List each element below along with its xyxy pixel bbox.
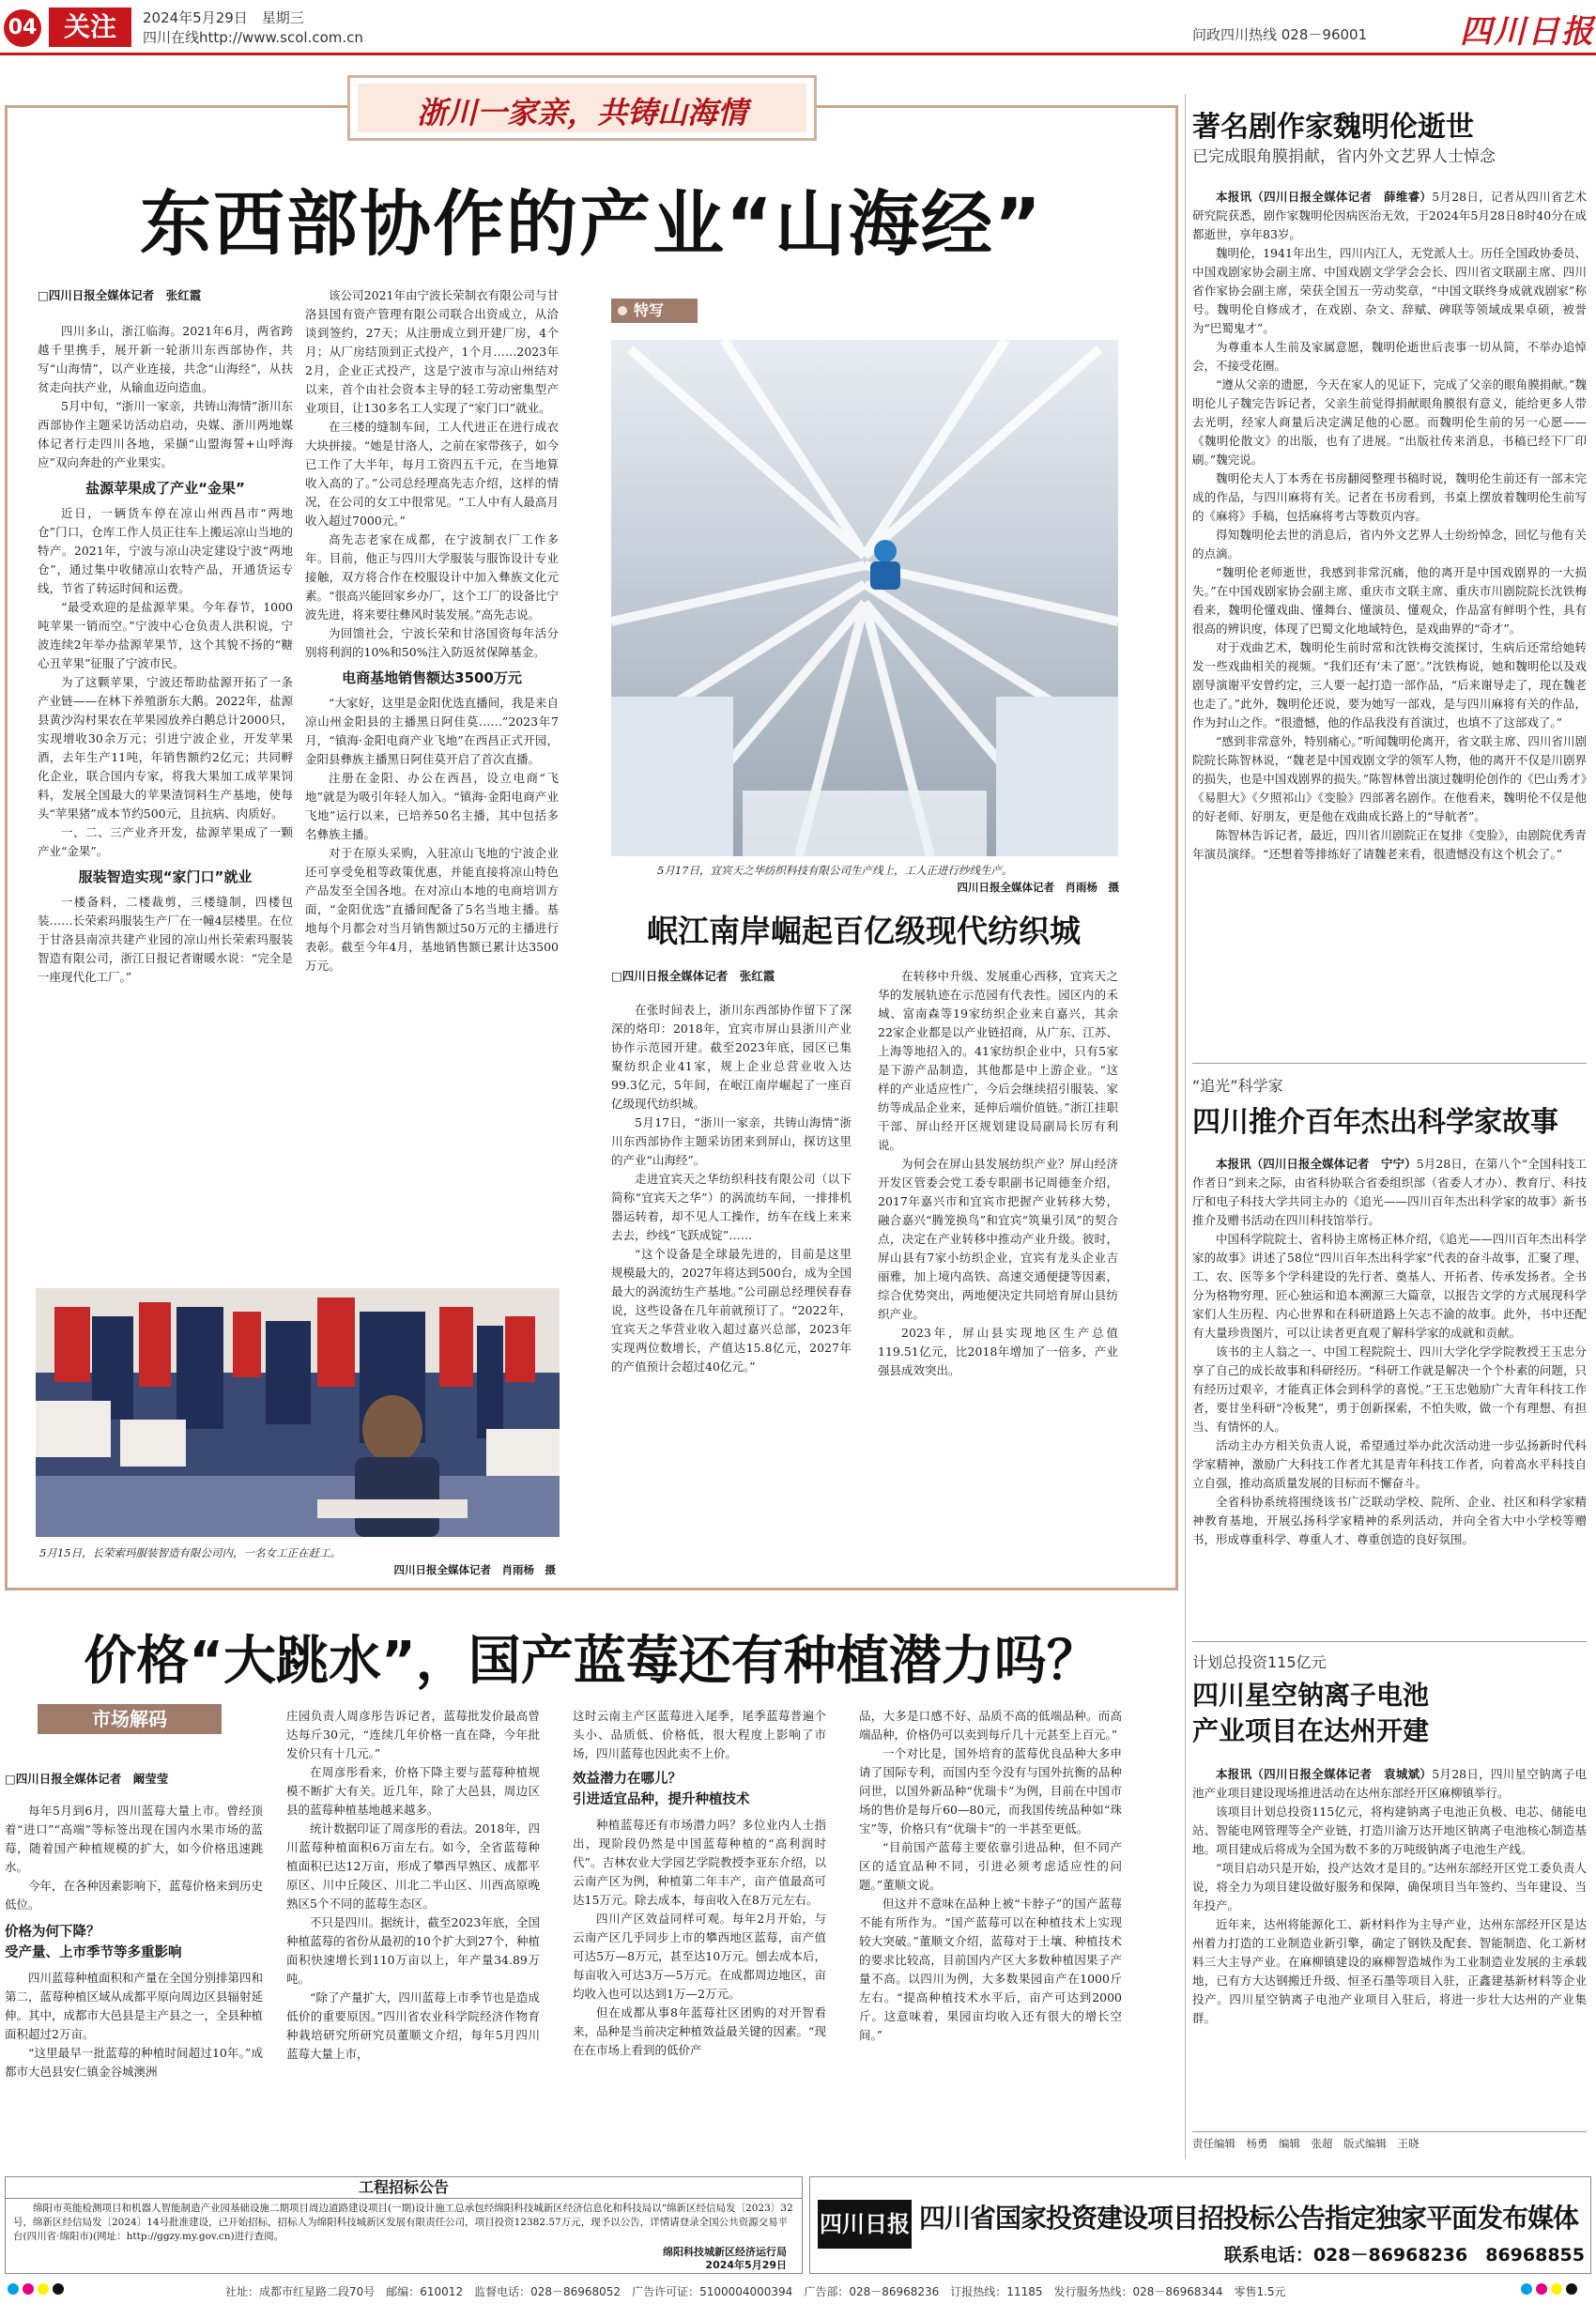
paragraph: “这个设备是全球最先进的，目前是这里规模最大的，2027年将达到500台，成为全国最大的涡流纺生产基地。”公司副总经理侯春春说，这些设备在几年前就预订了。“2022年，宜宾天之华营业收入超过嘉兴总部，2023年实现两位数增长，产值达15.8亿元，2027年的产值预计会超过40亿元。” — [611, 1247, 852, 1374]
paragraph: 魏明伦夫人丁本秀在书房翻阅整理书稿时说，魏明伦生前还有一部未完成的作品，与四川麻将有关。记者在书房看到，书桌上摆放着魏明伦生前写的《麻将》手稿，包括麻将考古等数页内容。 — [1192, 471, 1587, 523]
paragraph: 四川蓝莓种植面积和产量在全国分别排第四和第二，蓝莓种植区域从成都平原向周边区县辐射延伸。其中，成都市大邑县是主产县之一，全县种植面积超过2万亩。 — [5, 1971, 263, 2041]
ad-phone: 联系电话：028－86968236 86968855 — [1223, 2245, 1585, 2266]
photo-textile-line — [611, 340, 1118, 856]
ad-title: 四川省国家投资建设项目招投标公告指定独家平面发布媒体 — [919, 2203, 1579, 2234]
battery-article-body — [1192, 1765, 1587, 2122]
tender-notice-title: 工程招标公告 — [6, 2177, 802, 2199]
paragraph: “魏明伦老师逝世，我感到非常沉痛，他的离开是中国戏剧界的一大损失。”在中国戏剧家协会副主席、重庆市文联主席、重庆市川剧院院长沈铁梅看来，魏明伦懂戏曲、懂舞台、懂演员、懂观众，作品富有鲜明个性，具有很高的辨识度，体现了巴蜀文化地域特色，是戏曲界的“奇才”。 — [1192, 565, 1587, 636]
battery-lead: 本报讯（四川日报全媒体记者 袁城斌） — [1216, 1767, 1433, 1781]
divider — [1192, 1063, 1587, 1064]
masthead-logo: 四川日报 — [1460, 13, 1595, 51]
paragraph: 在转移中升级、发展重心西移，宜宾天之华的发展轨迹在示范园有代表性。园区内的禾城、富南森等19家纺织企业来自嘉兴，其余22家企业都是以产业链招商，从广东、江苏、上海等地招入的。41家纺织企业中，只有5家是下游产品制造，其他都是中上游企业。“这样的产业适应性广，今后会继续招引服装、家纺等成品企业来，延伸后端价值链。”浙江挂职干部、屏山经开区规划建设局副局长厉有利说。 — [878, 969, 1118, 1152]
photo-garment-credit: 四川日报全媒体记者 肖雨杨 摄 — [393, 1563, 556, 1576]
wei-lead: 本报讯（四川日报全媒体记者 薛维睿） — [1216, 190, 1433, 204]
question-2-title: 效益潜力在哪儿？ — [573, 1772, 682, 1787]
feature-column-2 — [305, 286, 559, 1267]
paragraph: 陈智林告诉记者，最近，四川省川剧院正在复排《变脸》，由剧院优秀青年演员演绎。“还想着等排练好了请魏老来看，很遗憾没有这个机会了。” — [1192, 828, 1587, 861]
wei-article-body — [1192, 188, 1587, 1080]
paragraph: 为尊重本人生前及家属意愿，魏明伦逝世后丧事一切从简，不举办追悼会，不接受花圈。 — [1192, 340, 1587, 373]
paragraph: “感到非常意外，特别痛心。”听闻魏明伦离开，省文联主席、四川省川剧院院长陈智林说，“魏老是中国戏剧文学的领军人物，他的离开不仅是川剧界的损失，也是中国戏剧界的损失。”陈智林曾出演过魏明伦创作的《巴山秀才》《易胆大》《夕照祁山》《变脸》四部著名剧作。在他看来，魏明伦不仅是他的好老师、好朋友，更是他在戏曲成长路上的“导航者”。 — [1192, 734, 1587, 823]
paragraph: 本报讯（四川日报全媒体记者 宁宁）5月28日，在第八个“全国科技工作者日”到来之际，由省科协联合省委组织部（省委人才办）、教育厅、科技厅和电子科技大学共同主办的《追光——四川百年杰出科学家的故事》新书推介及赠书活动在四川科技馆举行。 — [1192, 1157, 1587, 1227]
paragraph: “遵从父亲的遗愿，今天在家人的见证下，完成了父亲的眼角膜捐献。”魏明伦儿子魏完告诉记者，父亲生前觉得捐献眼角膜很有意义，能给更多人带去光明，经家人商量后决定满足他的心愿。而魏明伦生前的另一心愿——《魏明伦散文》的出版，也有了进展。“出版社传来消息，书稿已经下厂印刷。”魏完说。 — [1192, 377, 1587, 467]
section-label: 关注 — [49, 8, 131, 47]
blueberry-column-2 — [286, 1707, 540, 2165]
feature-headline: 东西部协作的产业“山海经” — [140, 182, 1043, 266]
paragraph: 本报讯（四川日报全媒体记者 袁城斌）5月28日，四川星空钠离子电池产业项目建设现场推进活动在达州东部经开区麻柳镇举行。 — [1192, 1767, 1587, 1800]
website-link[interactable]: 四川在线http://www.scol.com.cn — [143, 29, 363, 46]
battery-headline-1: 四川星空钠离子电池 — [1192, 1680, 1430, 1711]
paragraph: 5月17日，“浙川一家亲，共铸山海情”浙川东西部协作主题采访团来到屏山，探访这里的产业“山海经”。 — [611, 1115, 852, 1167]
tag-bullet-icon — [618, 306, 627, 315]
paragraph: 近日，一辆货车停在凉山州西昌市“两地仓”门口，仓库工作人员正往车上搬运凉山当地的特产。2021年，宁波与凉山决定建设宁波“两地仓”，通过集中收储凉山农特产品，开通货运专线，节省了转运时间和运费。 — [38, 506, 293, 595]
textile-headline: 岷江南岸崛起百亿级现代纺织城 — [647, 913, 1081, 949]
textile-column-1 — [611, 967, 852, 1568]
subhead-garment: 服装智造实现“家门口”就业 — [78, 868, 253, 885]
page-number-badge: 04 — [4, 9, 41, 47]
feature-byline: □四川日报全媒体记者 张红霞 — [38, 288, 202, 302]
scientist-kicker: “追光”科学家 — [1192, 1077, 1283, 1095]
photo-garment-worker — [36, 1288, 560, 1537]
paragraph: “除了产量扩大，四川蓝莓上市季节也是造成低价的重要原因。”四川省农业科学院经济作物育种栽培研究所研究员董顺文介绍，每年5月四川蓝莓大量上市， — [286, 1990, 540, 2061]
editor-credits: 责任编辑 杨勇 编辑 张超 版式编辑 王晓 — [1192, 2131, 1587, 2151]
paragraph: 今年，在各种因素影响下，蓝莓价格来到历史低位。 — [5, 1879, 263, 1912]
textile-byline: □四川日报全媒体记者 张红霞 — [611, 969, 775, 983]
paragraph: 近年来，达州将能源化工、新材料作为主导产业，达州东部经开区是达州着力打造的工业制造业新引擎，确定了钢铁及配套、智能制造、化工新材料三大主导产业。在麻柳镇建设的麻柳智造城作为工业制造业发展的主承载地，已有方大达钢搬迁升级、恒圣石墨等项目入驻，正鑫建基新材料等企业投产。四川星空钠离子电池产业项目入驻后，将进一步壮大达州的产业集群。 — [1192, 1917, 1587, 2025]
tender-notice-issuer: 绵阳科技城新区经济运行局 — [663, 2246, 787, 2258]
question-2-subtitle: 引进适宜品种，提升种植技术 — [573, 1792, 750, 1807]
paragraph: 不只是四川。据统计，截至2023年底，全国种植蓝莓的省份从最初的10个扩大到27个，种植面积快速增长到110万亩以上，年产量34.89万吨。 — [286, 1915, 540, 1986]
paragraph: “最受欢迎的是盐源苹果。今年春节，1000吨苹果一销而空。”宁波中心仓负责人洪积说，宁波连续2年举办盐源苹果节，这个其貌不扬的“糖心丑苹果”征服了宁波市民。 — [38, 600, 293, 670]
photo-textile-credit: 四川日报全媒体记者 肖雨杨 摄 — [957, 881, 1119, 894]
paragraph: 该公司2021年由宁波长荣制衣有限公司与甘洛县国有资产管理有限公司联合出资成立，从洽谈到签约，27天；从注册成立到开建厂房，4个月；从厂房结顶到正式投产，1个月……2023年2月，企业正式投产，这是宁波市与凉山州结对以来，首个由社会资本主导的轻工劳动密集型产业项目，让130多名工人实现了“家门口”就业。 — [305, 288, 559, 415]
page-header — [0, 0, 1596, 56]
blueberry-column-1 — [5, 1770, 263, 2164]
paragraph: 四川多山，浙江临海。2021年6月，两省跨越千里携手，展开新一轮浙川东西部协作，共写“山海情”，以产业连接，共念“山海经”，从扶贫走向扶产业，从输血迈向造血。 — [38, 324, 293, 394]
footer-info-line: 社址：成都市红星路二段70号 邮编：610012 监督电话：028－86968052 广告许可证：5100004000394 广告部：028－86968236 订报热线：11185 发行服务热线：028－86968344 零售1.5元 — [225, 2285, 1286, 2298]
hotline: 问政四川热线 028－96001 — [1192, 26, 1368, 43]
header-rule — [0, 53, 1596, 55]
paragraph: 但这并不意味在品种上被“卡脖子”的国产蓝莓不能有所作为。“国产蓝莓可以在种植技术上实现较大突破。”董顺文介绍，蓝莓对于土壤、种植技术的要求比较高，目前国内产区大多数种植因果子产量不高。以四川为例，大多数果园亩产在1000斤左右。“提高种植技术水平后，亩产可达到2000斤。这意味着，果园亩均收入还有很大的增长空间。” — [859, 1897, 1122, 2042]
paragraph: 四川产区效益同样可观。每年2月开始，与云南产区几乎同步上市的攀西地区蓝莓，亩产值可达5万—8万元，甚至达10万元。刨去成本后，每亩收入可达3万—5万元。在成都周边地区，亩均收入也可以达到1万—2万元。 — [573, 1912, 826, 2001]
scientist-lead: 本报讯（四川日报全媒体记者 宁宁） — [1216, 1157, 1417, 1171]
textile-column-2 — [878, 967, 1118, 1568]
paragraph: 该项目计划总投资115亿元，将构建钠离子电池正负极、电芯、储能电站、智能电网管理等全产业链，打造川渝万达开地区钠离子电池核心制造基地。项目建成后将成为全国为数不多的万吨级钠离子电池生产线。 — [1192, 1805, 1587, 1856]
photo-textile-illustration — [611, 340, 1118, 856]
color-registration-marks — [8, 2283, 92, 2296]
battery-kicker: 计划总投资115亿元 — [1192, 1653, 1327, 1671]
blueberry-byline: □四川日报全媒体记者 阚莹莹 — [5, 1772, 169, 1786]
paragraph: 这时云南主产区蓝莓进入尾季，尾季蓝莓普遍个头小、品质低、价格低，很大程度上影响了市场，四川蓝莓也因此卖不上价。 — [573, 1709, 826, 1760]
blueberry-kicker: 市场解码 — [38, 1704, 222, 1734]
paragraph: 魏明伦，1941年出生，四川内江人，无党派人士。历任全国政协委员、中国戏剧家协会副主席、中国戏剧文学学会会长、四川省文联副主席、四川省作家协会副主席，荣获全国五一劳动奖章，“中国文联终身成就戏剧家”称号。魏明伦自修成才，在戏剧、杂文、辞赋、碑联等领域成果卓硕，被誉为“巴蜀鬼才”。 — [1192, 246, 1587, 335]
paragraph: 一楼备料，二楼裁剪，三楼缝制，四楼包装……长荣索玛服装生产厂在一幢4层楼里。在位于甘洛县南凉共建产业园的凉山州长荣索玛服装智造有限公司，浙江日报记者谢暖水说：“完全是一座现代化工厂。” — [38, 895, 293, 984]
question-1-title: 价格为何下降？ — [5, 1925, 100, 1940]
paragraph: 种植蓝莓还有市场潜力吗？多位业内人士指出，现阶段仍然是中国蓝莓种植的“高利润时代”。吉林农业大学园艺学院教授李亚东介绍，以云南产区为例，种植第二年丰产，亩产值最高可达15万元。除去成本，每亩收入在8万元左右。 — [573, 1818, 826, 1907]
paragraph: 5月中旬，“浙川一家亲，共铸山海情”浙川东西部协作主题采访活动启动，央媒、浙川两地媒体记者行走四川各地，采撷“山盟海誓+山呼海应”双向奔赴的产业果实。 — [38, 399, 293, 469]
wei-subtitle: 已完成眼角膜捐献，省内外文艺界人士悼念 — [1192, 147, 1496, 166]
photo-garment-caption: 5月15日，长荣索玛服装智造有限公司内，一名女工正在赶工。 — [39, 1546, 341, 1559]
banner-text: 浙川一家亲，共铸山海情 — [416, 95, 747, 131]
wei-headline: 著名剧作家魏明伦逝世 — [1192, 111, 1474, 144]
photo-textile-caption: 5月17日，宜宾天之华纺织科技有限公司生产线上，工人正进行纱线生产。 — [657, 864, 1013, 877]
tender-notice-date: 2024年5月29日 — [705, 2259, 787, 2271]
subhead-apple: 盐源苹果成了产业“金果” — [85, 480, 245, 497]
paragraph: 中国科学院院士、省科协主席杨正林介绍，《追光——四川百年杰出科学家的故事》讲述了58位“四川百年杰出科学家”代表的奋斗故事，汇聚了理、工、农、医等多个学科建设的先行者、奠基人、开拓者、传承发扬者。全书分为格物穷理、匠心独运和追本溯源三大篇章，以报告文学的方式展现科学家们人生历程、内心世界和在科研道路上矢志不渝的故事。此外，书中还配有大量珍贵图片，可以让读者更直观了解科学家的成就和贡献。 — [1192, 1232, 1587, 1340]
paragraph: 走进宜宾天之华纺织科技有限公司（以下简称“宜宾天之华”）的涡流纺车间，一排排机器运转着，却不见人工操作，纺车在线上来来去去，纱线“飞跃成锭”…… — [611, 1172, 852, 1242]
paragraph: 2023年，屏山县实现地区生产总值119.51亿元，比2018年增加了一倍多，产业强县成效突出。 — [878, 1326, 1118, 1377]
scientist-article-body — [1192, 1155, 1587, 1624]
paragraph: 在周彦彤看来，价格下降主要与蓝莓种植规模不断扩大有关。近几年，除了大邑县，周边区县的蓝莓种植基地越来越多。 — [286, 1765, 540, 1817]
color-registration-marks — [1521, 2283, 1587, 2296]
paragraph: 全省科协系统将围绕该书广泛联动学校、院所、企业、社区和科学家精神教育基地，开展弘扬科学家精神的系列活动，并向全省大中小学校等赠书，形成尊重科学、尊重人才、尊重创造的良好氛围。 — [1192, 1495, 1587, 1546]
paragraph: 本报讯（四川日报全媒体记者 薛维睿）5月28日，记者从四川省艺术研究院获悉，剧作家魏明伦因病医治无效，于2024年5月28日8时40分在成都逝世，享年83岁。 — [1192, 190, 1587, 241]
subhead-ecommerce: 电商基地销售额达3500万元 — [342, 669, 522, 686]
paragraph: 对于在原头采购，入驻凉山飞地的宁波企业还可享受免租等政策优惠，并能直接将凉山特色产品发至全国各地。在对凉山本地的电商培训方面，“金阳优选”直播间配备了5名当地主播。基地每个月都会对当月销售额过50万元的主播进行表彰。截至今年4月，基地销售额已累计达3500万元。 — [305, 846, 559, 973]
divider — [1192, 1641, 1587, 1642]
paragraph: 为回馈社会，宁波长荣和甘洛国资每年活分别将利润的10%和50%注入防返贫保障基金。 — [305, 626, 559, 659]
feature-tag: 特写 — [611, 299, 698, 323]
paragraph: 一、二、三产业齐开发，盐源苹果成了一颗产业“金果”。 — [38, 825, 293, 858]
issue-date: 2024年5月29日 星期三 — [143, 9, 304, 26]
blueberry-column-4 — [859, 1707, 1122, 2165]
paragraph: 对于戏曲艺术，魏明伦生前时常和沈铁梅交流探讨，生病后还常给她转发一些戏曲相关的视频。“我们还有‘未了愿’。”沈铁梅说，她和魏明伦以及戏剧导演谢平安曾约定，三人要一起打造一部作品，“后来谢导走了，现在魏老也走了。”此外，魏明伦还说，要为她写一部戏，是与四川麻将有关的作品，作为封山之作。“很遗憾，他的作品我没有首演过，也填不了这部戏了。” — [1192, 640, 1587, 730]
right-column-divider — [1185, 94, 1186, 2159]
paragraph: 但在成都从事8年蓝莓社区团购的对开智看来，品种是当前决定种植效益最关键的因素。“现在在市场上看到的低价产 — [573, 2005, 826, 2057]
question-1-subtitle: 受产量、上市季节等多重影响 — [5, 1945, 182, 1960]
tender-notice-box — [5, 2176, 803, 2274]
blueberry-column-3 — [573, 1707, 826, 2165]
paragraph: 每年5月到6月，四川蓝莓大量上市。曾经顶着“进口”“高端”等标签出现在国内水果市场的蓝莓，随着国产种植规模的扩大，如今价格迅速跳水。 — [5, 1804, 263, 1874]
paragraph: 得知魏明伦去世的消息后，省内外文艺界人士纷纷悼念，回忆与他有关的点滴。 — [1192, 528, 1587, 561]
paragraph: 品，大多是口感不好、品质不高的低端品种。而高端品种，价格仍可以卖到每斤几十元甚至上百元。” — [859, 1709, 1122, 1742]
paragraph: 在三楼的缝制车间，工人代进正在进行成衣大块拼接。“她是甘洛人，之前在家带孩子，如今已工作了大半年，每月工资四五千元，在当地算收入高的了。”公司总经理高先志介绍，这样的情况，在公司的女工中很常见。“工人中有人最高月收入超过7000元。” — [305, 420, 559, 528]
scientist-headline: 四川推介百年杰出科学家故事 — [1192, 1106, 1558, 1139]
paragraph: 活动主办方相关负责人说，希望通过举办此次活动进一步弘扬新时代科学家精神，激励广大科技工作者尤其是青年科技工作者，向着高水平科技自立自强，推动高质量发展的目标而不懈奋斗。 — [1192, 1438, 1587, 1490]
paragraph: 为何会在屏山县发展纺织产业？屏山经济开发区管委会党工委专职副书记周德奎介绍，2017年嘉兴市和宜宾市把握产业转移大势，融合嘉兴“腾笼换鸟”和宜宾“筑巢引凤”的契合点，决定在产业转移中推动产业升级。彼时，屏山县有7家小纺织企业，宜宾有龙头企业吉丽雅，加上境内高铁、高速交通便捷等因素，综合优势突出，两地便决定共同培育屏山县纺织产业。 — [878, 1157, 1118, 1321]
feature-banner — [347, 75, 817, 141]
battery-headline-2: 产业项目在达州开建 — [1192, 1715, 1430, 1746]
paragraph: 高先志老家在成都，在宁波制衣厂工作多年。目前，他正与四川大学服装与服饰设计专业接触，双方将合作在校服设计中加入彝族文化元素。“很高兴能回家乡办厂，这个工厂的设备比宁波先进，将来要往彝风时装发展。”高先志说。 — [305, 532, 559, 622]
paragraph: 庄园负责人周彦彤告诉记者，蓝莓批发价最高曾达每斤30元，“连续几年价格一直在降，今年批发价只有十几元。” — [286, 1709, 540, 1760]
paragraph: 一个对比是，国外培育的蓝莓优良品种大多申请了国际专利，而国内至今没有与国外抗衡的品种问世，以国外新品种“优瑞卡”为例，目前在中国市场的售价是每斤60—80元，而我国传统品种如“珠宝”等，价格只有“优瑞卡”的一半甚至更低。 — [859, 1746, 1122, 1836]
feature-column-1 — [38, 286, 293, 1267]
paragraph: “这里最早一批蓝莓的种植时间超过10年。”成都市大邑县安仁镇金谷城澳洲 — [5, 2046, 263, 2079]
blueberry-headline: 价格“大跳水”，国产蓝莓还有种植潜力吗？ — [84, 1631, 1099, 1692]
paragraph: “项目启动只是开始，投产达效才是目的。”达州东部经开区党工委负责人说，将全力为项目建设做好服务和保障，确保项目当年签约、当年建设、当年投产。 — [1192, 1861, 1587, 1912]
paragraph: 统计数据印证了周彦彤的看法。2018年，四川蓝莓种植面积6万亩左右。如今，全省蓝莓种植面积已达12万亩，形成了攀西早熟区、成都平原区、川中丘陵区、川北二半山区、川西高原晚熟区5个不同的蓝莓生态区。 — [286, 1821, 540, 1911]
paragraph: 为了这颗苹果，宁波还帮助盐源开拓了一条产业链——在林下养殖浙东大鹅。2022年，盐源县黄沙沟村果农在苹果园放养白鹅总计2000只，实现增收30余万元；引进宁波企业，开发苹果酒，去年生产11吨，年销售额约2亿元；共同孵化企业，联合国内专家，将我大果加工成苹果饲料，发展全国最大的苹果渣饲料生产基地，使每头“苹果猪”成本节约500元，且抗病、肉质好。 — [38, 675, 293, 821]
paragraph: “目前国产蓝莓主要依靠引进品种，但不同产区的适宜品种不同，引进必须考虑适应性的问题。”董顺文说。 — [859, 1840, 1122, 1892]
ad-logo: 四川日报 — [818, 2200, 912, 2249]
paragraph: 注册在金阳、办公在西昌，设立电商“飞地”就是为吸引年轻人加入。“镇海·金阳电商产业飞地”运行以来，已培养50名主播，其中包括多名彝族主播。 — [305, 771, 559, 841]
photo-garment-illustration — [36, 1288, 560, 1537]
bidding-ad-box — [809, 2176, 1591, 2274]
tender-notice-text: 绵阳市英能检测项目和机器人智能制造产业园基础设施二期项目周边道路建设项目(一期)设计施工总承包经绵阳科技城新区经济信息化和科技局以“绵新区经信局发〔2023〕32号，绵新区经信局发〔2024〕14号批准建设，已开始招标，招标人为绵阳科技城新区发展有限责任公司，项目投资12382.57万元，现予以公告，详情请登录全国公共资源交易平台(四川省·绵阳市)(网址：http://ggzy.my.gov.cn)进行查阅。 — [13, 2203, 793, 2242]
paragraph: 在张时间表上，浙川东西部协作留下了深深的烙印：2018年，宜宾市屏山县浙川产业协作示范园开建。截至2023年底，园区已集聚纺织企业41家，规上企业总营业收入达99.3亿元，5年间，在岷江南岸崛起了一座百亿级现代纺织城。 — [611, 1003, 852, 1111]
paragraph: “大家好，这里是金阳优选直播间，我是来自凉山州金阳县的主播黑日阿佳莫……”2023年7月，“镇海·金阳电商产业飞地”在西昌正式开园，金阳县彝族主播黑日阿佳莫开启了首次直播。 — [305, 696, 559, 766]
paragraph: 该书的主人翁之一、中国工程院院士、四川大学化学学院教授王玉忠分享了自己的成长故事和科研经历。“科研工作就是解决一个个朴素的问题，只有经历过艰辛，才能真正体会到科学的喜悦。”王玉忠勉励广大青年科技工作者，要甘坐科研“冷板凳”，勇于创新探索，不怕失败，做一个有理想、有担当、有情怀的人。 — [1192, 1344, 1587, 1434]
